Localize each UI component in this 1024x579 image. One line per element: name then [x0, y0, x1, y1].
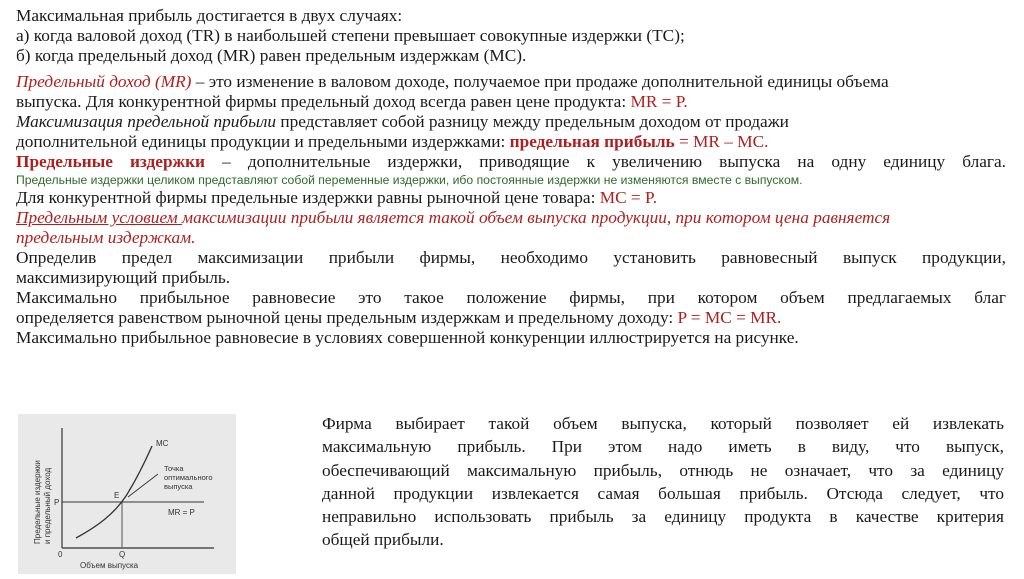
- profit-formula: = MR – MC.: [674, 132, 769, 151]
- profit-term: Максимизация предельной прибыли: [16, 112, 276, 131]
- mc-curve-label: MC: [156, 439, 169, 448]
- profit-definition-text: дополнительной единицы продукции и предельными издержками:: [16, 132, 510, 151]
- main-text: [16, 6, 1006, 348]
- condition-line-2: предельным издержкам.: [16, 228, 196, 247]
- annotation-line-2: оптимального: [164, 473, 213, 482]
- origin-label: 0: [58, 550, 63, 559]
- mr-definition-line-1: [16, 72, 1006, 92]
- equilibrium-diagram: [18, 414, 236, 574]
- green-note: Предельные издержки целиком представляют собой переменные издержки, ибо постоянные издержки не изменяются вместе с выпуском.: [16, 173, 803, 187]
- side-paragraph-line: Фирма выбирает такой объем выпуска, который позволяет ей извлекать: [322, 414, 1004, 433]
- side-paragraph-line: обеспечивающий максимальную прибыль, отнюдь не означает, что за единицу: [322, 460, 1004, 480]
- mr-term: Предельный доход (MR): [16, 72, 192, 91]
- equilibrium-figure: [18, 414, 236, 574]
- side-paragraph-line: данной продукции извлекается самая большая прибыль. Отсюда следует, что: [322, 483, 1004, 503]
- point-e-label: E: [114, 491, 120, 500]
- intro-line-3: б) когда предельный доход (MR) равен предельным издержкам (MC).: [16, 46, 527, 65]
- y-axis-label-2: и предельный доход: [43, 467, 52, 544]
- price-tick: P: [54, 498, 60, 507]
- intro-line-2: а) когда валовой доход (TR) в наибольшей степени превышает совокупные издержки (TC);: [16, 26, 685, 45]
- mr-definition-rest: – это изменение в валовом доходе, получаемое при продаже дополнительной единицы объема: [191, 72, 889, 91]
- annotation-line-1: Точка: [164, 464, 184, 473]
- mc-formula: MC = P.: [599, 188, 658, 207]
- equilibrium-line-1: Максимально прибыльное равновесие это такое положение фирмы, при котором объем предлагаемых благ: [16, 288, 1006, 307]
- y-axis-label-1: Предельные издержки: [33, 460, 42, 544]
- mc-term: Предельные издержки: [16, 152, 206, 171]
- side-paragraph-line: максимальную прибыль. При этом надо иметь в виду, что выпуск,: [322, 437, 1004, 457]
- mc-definition: [16, 152, 1006, 172]
- mr-formula: MR = P.: [630, 92, 688, 111]
- equilibrium-line-2: [16, 308, 1006, 328]
- mc-equation-text: Для конкурентной фирмы предельные издержки равны рыночной цене товара:: [16, 188, 600, 207]
- quantity-tick: Q: [119, 550, 126, 559]
- side-paragraph-line: неправильно использовать прибыль за единицу продукта в качестве критерия: [322, 507, 1004, 527]
- condition-line-1: [16, 208, 1006, 228]
- profit-definition-line-2: [16, 132, 1006, 152]
- side-paragraph-line: общей прибыли.: [322, 530, 444, 550]
- profit-definition-rest: представляет собой разницу между предельным доходом от продажи: [276, 112, 789, 131]
- mr-definition-text: выпуска. Для конкурентной фирмы предельный доход всегда равен цене продукта:: [16, 92, 631, 111]
- condition-underlined: Предельным условием: [16, 208, 183, 227]
- determine-line-2: максимизирующий прибыль.: [16, 268, 231, 287]
- mc-definition-rest: – дополнительные издержки, приводящие к увеличению выпуска на одну единицу блага.: [205, 152, 1006, 171]
- x-axis-label: Объем выпуска: [80, 561, 139, 570]
- mr-definition-line-2: [16, 92, 1006, 112]
- mr-line-label: MR = P: [168, 508, 195, 517]
- intro-line-1: Максимальная прибыль достигается в двух случаях:: [16, 6, 403, 25]
- illustrated-line: Максимально прибыльное равновесие в условиях совершенной конкуренции иллюстрируется на рисунке.: [16, 328, 799, 347]
- condition-rest: максимизации прибыли является такой объем выпуска продукции, при котором цена равняется: [182, 208, 891, 227]
- profit-definition-line-1: [16, 112, 1006, 132]
- mc-equation-line: [16, 188, 1006, 208]
- profit-formula-term: предельная прибыль: [509, 132, 675, 151]
- annotation-line-3: выпуска: [164, 482, 193, 491]
- equilibrium-text: определяется равенством рыночной цены предельным издержкам и предельному доходу:: [16, 308, 678, 327]
- equilibrium-formula: P = MC = MR.: [677, 308, 782, 327]
- determine-line-1: Определив предел максимизации прибыли фирмы, необходимо установить равновесный выпуск продукции,: [16, 248, 1006, 267]
- side-paragraph: [322, 412, 1004, 552]
